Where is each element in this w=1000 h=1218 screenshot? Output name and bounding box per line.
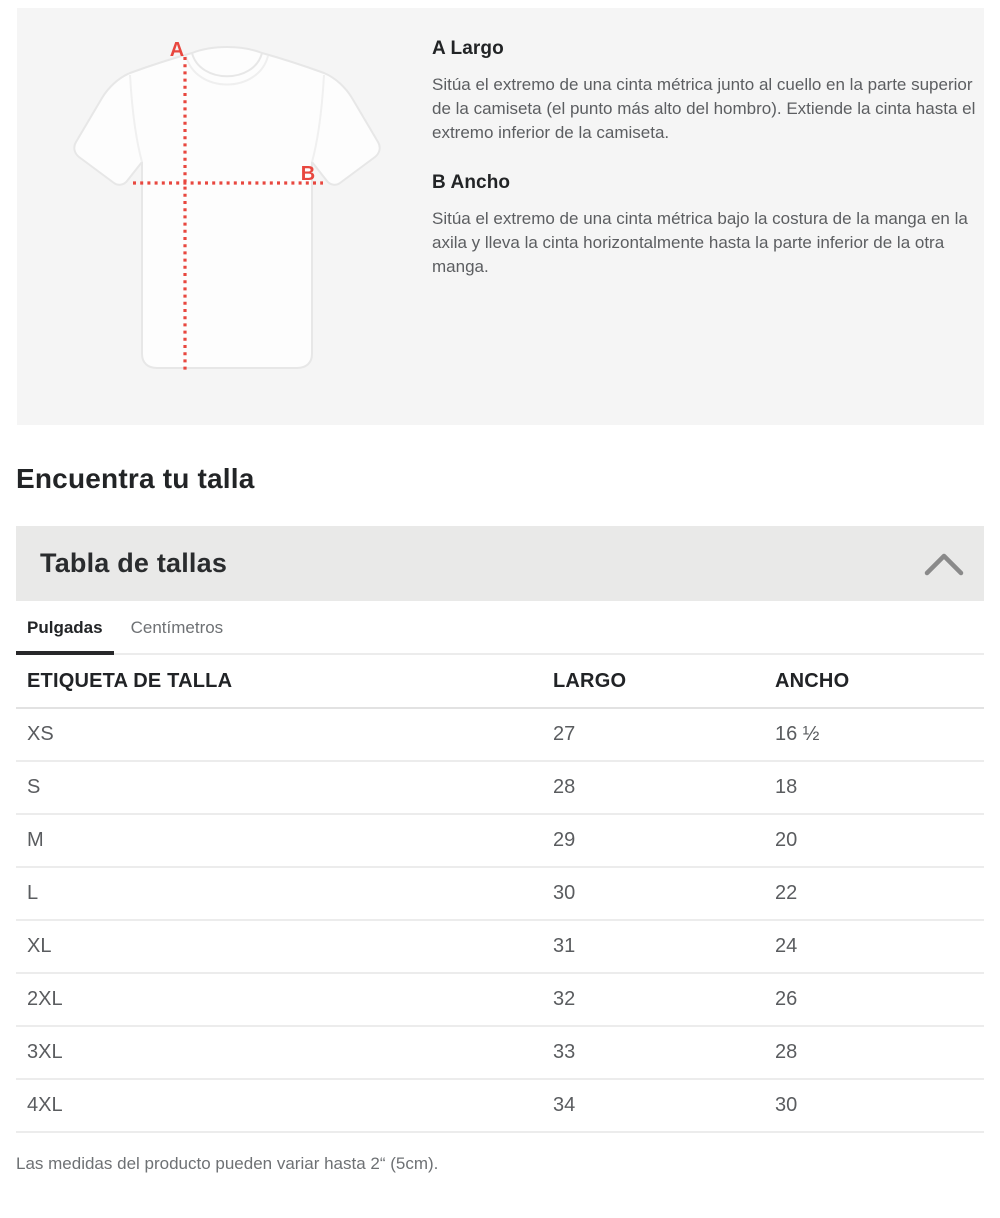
page-title: Encuentra tu talla [16,463,255,494]
largo-cell: 33 [553,1026,775,1079]
table-row [16,1079,984,1132]
size-label-cell: 4XL [16,1079,553,1132]
table-row [16,920,984,973]
largo-cell: 28 [553,761,775,814]
ancho-cell: 20 [775,814,984,867]
size-label-cell: XS [16,708,553,761]
size-chart-accordion-header[interactable] [16,526,984,601]
size-label-cell: S [16,761,553,814]
measure-label-b: B [300,163,316,185]
largo-cell: 31 [553,920,775,973]
size-label-cell: XL [16,920,553,973]
table-row [16,708,984,761]
ancho-cell: 28 [775,1026,984,1079]
table-row [16,867,984,920]
size-table [16,655,984,1133]
measurement-tolerance-note: Las medidas del producto pueden variar hasta 2“ (5cm). [16,1154,439,1173]
tab-centimetros[interactable]: Centímetros [130,618,224,637]
largo-cell: 30 [553,867,775,920]
largo-cell: 32 [553,973,775,1026]
size-label-cell: L [16,867,553,920]
chevron-up-icon[interactable] [924,551,964,577]
table-row [16,814,984,867]
measure-guide-panel [17,8,984,425]
size-label-cell: 2XL [16,973,553,1026]
ancho-cell: 24 [775,920,984,973]
size-label-cell: 3XL [16,1026,553,1079]
measure-label-a: A [169,39,185,61]
measure-b-body: Sitúa el extremo de una cinta métrica bajo la costura de la manga en la axila y lleva la cinta horizontalmente hasta la parte inferior de la otra manga. [432,209,968,276]
column-header-largo: LARGO [553,655,775,708]
largo-cell: 34 [553,1079,775,1132]
table-header-row [16,655,984,708]
measure-a-body: Sitúa el extremo de una cinta métrica junto al cuello en la parte superior de la camiseta (el punto más alto del hombro). Extiende la cinta hasta el extremo inferior de la camiseta. [432,75,976,142]
units-tab-bar [16,601,984,655]
measure-a-title: A Largo [432,38,504,59]
ancho-cell: 16 ½ [775,708,984,761]
measure-instructions [432,38,980,306]
ancho-cell: 30 [775,1079,984,1132]
tab-pulgadas[interactable]: Pulgadas [16,601,114,655]
tshirt-shape [74,47,379,368]
largo-cell: 27 [553,708,775,761]
size-label-cell: M [16,814,553,867]
table-row [16,973,984,1026]
tshirt-illustration [40,20,420,420]
table-row [16,1026,984,1079]
ancho-cell: 22 [775,867,984,920]
measure-b-title: B Ancho [432,172,511,193]
table-row [16,761,984,814]
column-header-ancho: ANCHO [775,655,984,708]
ancho-cell: 26 [775,973,984,1026]
accordion-title: Tabla de tallas [40,548,228,578]
ancho-cell: 18 [775,761,984,814]
largo-cell: 29 [553,814,775,867]
column-header-size-label: ETIQUETA DE TALLA [16,655,553,708]
